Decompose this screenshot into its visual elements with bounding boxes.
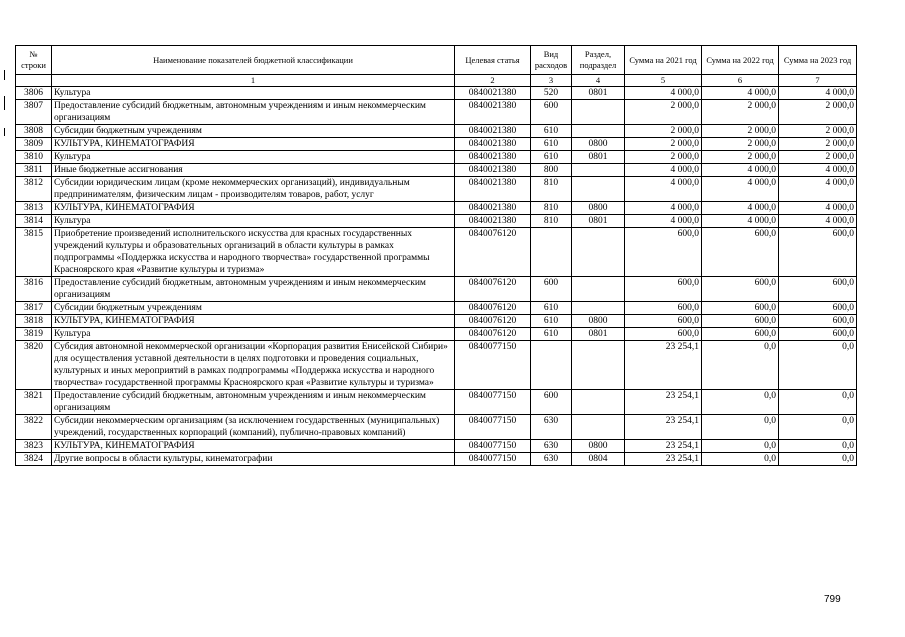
row-section (572, 177, 625, 202)
row-sum-2021: 4 000,0 (625, 87, 702, 100)
row-sum-2021: 23 254,1 (625, 341, 702, 390)
row-sum-2022: 0,0 (702, 440, 779, 453)
row-expense-type: 630 (531, 453, 572, 466)
row-sum-2022: 600,0 (702, 302, 779, 315)
row-target-article: 0840077150 (455, 415, 531, 440)
table-header-row (16, 46, 857, 75)
row-expense-type (531, 341, 572, 390)
row-expense-type: 600 (531, 390, 572, 415)
row-expense-type: 810 (531, 177, 572, 202)
row-sum-2023: 600,0 (779, 302, 857, 315)
row-sum-2022: 4 000,0 (702, 164, 779, 177)
column-number: 3 (531, 75, 572, 87)
table-row (16, 228, 857, 277)
row-sum-2022: 2 000,0 (702, 151, 779, 164)
row-target-article: 0840021380 (455, 87, 531, 100)
row-target-article: 0840076120 (455, 328, 531, 341)
row-expense-type: 630 (531, 415, 572, 440)
table-row (16, 164, 857, 177)
row-name: КУЛЬТУРА, КИНЕМАТОГРАФИЯ (52, 138, 455, 151)
row-expense-type: 600 (531, 100, 572, 125)
table-row (16, 328, 857, 341)
row-sum-2022: 0,0 (702, 341, 779, 390)
table-row (16, 277, 857, 302)
row-target-article: 0840076120 (455, 228, 531, 277)
table-row (16, 177, 857, 202)
margin-mark (4, 128, 5, 136)
margin-mark (4, 70, 5, 80)
row-sum-2023: 4 000,0 (779, 87, 857, 100)
row-expense-type: 610 (531, 151, 572, 164)
row-target-article: 0840021380 (455, 151, 531, 164)
row-sum-2021: 23 254,1 (625, 390, 702, 415)
row-sum-2023: 600,0 (779, 328, 857, 341)
row-sum-2022: 4 000,0 (702, 202, 779, 215)
row-name: КУЛЬТУРА, КИНЕМАТОГРАФИЯ (52, 202, 455, 215)
table-row (16, 315, 857, 328)
row-name: Иные бюджетные ассигнования (52, 164, 455, 177)
row-section: 0801 (572, 215, 625, 228)
row-target-article: 0840021380 (455, 164, 531, 177)
row-number: 3813 (16, 202, 52, 215)
row-sum-2021: 600,0 (625, 315, 702, 328)
header-row-no: № строки (16, 46, 52, 75)
row-expense-type: 520 (531, 87, 572, 100)
row-section (572, 302, 625, 315)
column-number: 6 (702, 75, 779, 87)
row-sum-2023: 0,0 (779, 390, 857, 415)
row-sum-2023: 0,0 (779, 415, 857, 440)
header-target: Целевая статья (455, 46, 531, 75)
table-row (16, 302, 857, 315)
row-number: 3809 (16, 138, 52, 151)
page-number: 799 (824, 594, 841, 605)
row-sum-2021: 2 000,0 (625, 125, 702, 138)
row-section (572, 390, 625, 415)
row-sum-2021: 600,0 (625, 228, 702, 277)
row-number: 3810 (16, 151, 52, 164)
header-section: Раздел, подраздел (572, 46, 625, 75)
row-name: Культура (52, 87, 455, 100)
row-name: Субсидии некоммерческим организациям (за исключением государственных (муниципальных) учреждений, государственных корпораций (компаний), публично-правовых компаний) (52, 415, 455, 440)
row-sum-2021: 23 254,1 (625, 415, 702, 440)
row-sum-2023: 2 000,0 (779, 100, 857, 125)
row-target-article: 0840077150 (455, 453, 531, 466)
row-expense-type (531, 228, 572, 277)
row-sum-2023: 0,0 (779, 341, 857, 390)
row-sum-2023: 2 000,0 (779, 151, 857, 164)
row-sum-2021: 23 254,1 (625, 453, 702, 466)
budget-table (15, 45, 857, 466)
row-sum-2022: 0,0 (702, 453, 779, 466)
table-row (16, 453, 857, 466)
row-sum-2022: 0,0 (702, 415, 779, 440)
row-name: Субсидии бюджетным учреждениям (52, 125, 455, 138)
table-row (16, 125, 857, 138)
row-sum-2021: 4 000,0 (625, 177, 702, 202)
row-expense-type: 810 (531, 215, 572, 228)
row-target-article: 0840021380 (455, 215, 531, 228)
row-sum-2023: 2 000,0 (779, 125, 857, 138)
row-expense-type: 630 (531, 440, 572, 453)
row-sum-2021: 2 000,0 (625, 138, 702, 151)
row-expense-type: 600 (531, 277, 572, 302)
header-expense-type: Вид расходов (531, 46, 572, 75)
table-row (16, 341, 857, 390)
row-expense-type: 610 (531, 328, 572, 341)
row-number: 3807 (16, 100, 52, 125)
header-sum-2023: Сумма на 2023 год (779, 46, 857, 75)
row-sum-2021: 600,0 (625, 328, 702, 341)
row-sum-2023: 0,0 (779, 440, 857, 453)
row-section: 0801 (572, 151, 625, 164)
header-sum-2022: Сумма на 2022 год (702, 46, 779, 75)
row-section (572, 277, 625, 302)
row-sum-2021: 23 254,1 (625, 440, 702, 453)
row-number: 3808 (16, 125, 52, 138)
row-target-article: 0840077150 (455, 440, 531, 453)
row-sum-2021: 4 000,0 (625, 164, 702, 177)
row-sum-2023: 600,0 (779, 277, 857, 302)
row-sum-2022: 600,0 (702, 277, 779, 302)
row-section: 0801 (572, 87, 625, 100)
row-number: 3815 (16, 228, 52, 277)
row-number: 3821 (16, 390, 52, 415)
row-target-article: 0840077150 (455, 341, 531, 390)
row-sum-2022: 600,0 (702, 315, 779, 328)
row-sum-2023: 600,0 (779, 228, 857, 277)
row-section: 0801 (572, 328, 625, 341)
column-number-row (16, 75, 857, 87)
row-sum-2021: 600,0 (625, 302, 702, 315)
row-expense-type: 800 (531, 164, 572, 177)
row-sum-2021: 600,0 (625, 277, 702, 302)
row-number: 3816 (16, 277, 52, 302)
table-row (16, 415, 857, 440)
row-target-article: 0840021380 (455, 202, 531, 215)
row-section: 0800 (572, 315, 625, 328)
row-sum-2021: 2 000,0 (625, 100, 702, 125)
row-target-article: 0840021380 (455, 177, 531, 202)
row-name: КУЛЬТУРА, КИНЕМАТОГРАФИЯ (52, 315, 455, 328)
row-target-article: 0840076120 (455, 277, 531, 302)
row-number: 3824 (16, 453, 52, 466)
row-section (572, 125, 625, 138)
column-number: 2 (455, 75, 531, 87)
table-row (16, 87, 857, 100)
table-row (16, 390, 857, 415)
row-sum-2022: 2 000,0 (702, 138, 779, 151)
row-section: 0800 (572, 202, 625, 215)
row-expense-type: 810 (531, 202, 572, 215)
row-name: Культура (52, 151, 455, 164)
row-target-article: 0840076120 (455, 302, 531, 315)
row-sum-2021: 4 000,0 (625, 202, 702, 215)
row-number: 3806 (16, 87, 52, 100)
column-number: 4 (572, 75, 625, 87)
row-target-article: 0840021380 (455, 100, 531, 125)
row-expense-type: 610 (531, 125, 572, 138)
row-number: 3817 (16, 302, 52, 315)
row-section (572, 341, 625, 390)
row-sum-2022: 4 000,0 (702, 87, 779, 100)
row-name: Субсидии юридическим лицам (кроме некоммерческих организаций), индивидуальным предпринимателям, физическим лицам - производителям товаров, работ, услуг (52, 177, 455, 202)
row-name: Предоставление субсидий бюджетным, автономным учреждениям и иным некоммерческим организациям (52, 100, 455, 125)
row-section: 0804 (572, 453, 625, 466)
header-sum-2021: Сумма на 2021 год (625, 46, 702, 75)
row-name: Культура (52, 328, 455, 341)
row-sum-2022: 4 000,0 (702, 215, 779, 228)
column-number: 1 (52, 75, 455, 87)
table-row (16, 100, 857, 125)
row-number: 3818 (16, 315, 52, 328)
row-expense-type: 610 (531, 302, 572, 315)
table-row (16, 151, 857, 164)
row-sum-2022: 600,0 (702, 228, 779, 277)
table-row (16, 138, 857, 151)
column-number (16, 75, 52, 87)
row-target-article: 0840077150 (455, 390, 531, 415)
row-section (572, 164, 625, 177)
row-sum-2023: 4 000,0 (779, 215, 857, 228)
row-number: 3819 (16, 328, 52, 341)
row-name: КУЛЬТУРА, КИНЕМАТОГРАФИЯ (52, 440, 455, 453)
row-name: Предоставление субсидий бюджетным, автономным учреждениям и иным некоммерческим организациям (52, 390, 455, 415)
row-number: 3811 (16, 164, 52, 177)
row-target-article: 0840021380 (455, 125, 531, 138)
row-section (572, 100, 625, 125)
row-sum-2022: 2 000,0 (702, 100, 779, 125)
row-name: Другие вопросы в области культуры, кинематографии (52, 453, 455, 466)
column-number: 5 (625, 75, 702, 87)
row-number: 3822 (16, 415, 52, 440)
row-name: Культура (52, 215, 455, 228)
margin-mark (4, 96, 5, 110)
row-sum-2023: 600,0 (779, 315, 857, 328)
header-name: Наименование показателей бюджетной классификации (52, 46, 455, 75)
row-sum-2022: 600,0 (702, 328, 779, 341)
row-expense-type: 610 (531, 315, 572, 328)
row-section (572, 415, 625, 440)
row-name: Приобретение произведений исполнительского искусства для красных государственных учреждений культуры и образовательных организаций в области культуры в рамках подпрограммы «Поддержка искусства и народного творчества» государственной программы Красноярского края «Развитие культуры и туризма» (52, 228, 455, 277)
row-sum-2022: 2 000,0 (702, 125, 779, 138)
row-section: 0800 (572, 138, 625, 151)
row-target-article: 0840076120 (455, 315, 531, 328)
row-expense-type: 610 (531, 138, 572, 151)
row-name: Предоставление субсидий бюджетным, автономным учреждениям и иным некоммерческим организациям (52, 277, 455, 302)
table-row (16, 440, 857, 453)
row-section: 0800 (572, 440, 625, 453)
column-number: 7 (779, 75, 857, 87)
row-name: Субсидия автономной некоммерческой организации «Корпорация развития Енисейской Сибири» для осуществления уставной деятельности в целях подготовки и проведения социальных, культурных и иных мероприятий в рамках подпрограммы «Поддержка искусства и народного творчества» государственной программы Красноярского края «Развитие культуры и туризма» (52, 341, 455, 390)
row-sum-2023: 4 000,0 (779, 177, 857, 202)
row-number: 3823 (16, 440, 52, 453)
row-sum-2023: 4 000,0 (779, 164, 857, 177)
row-name: Субсидии бюджетным учреждениям (52, 302, 455, 315)
row-sum-2021: 4 000,0 (625, 215, 702, 228)
table-row (16, 215, 857, 228)
row-section (572, 228, 625, 277)
row-sum-2021: 2 000,0 (625, 151, 702, 164)
row-sum-2022: 0,0 (702, 390, 779, 415)
row-number: 3814 (16, 215, 52, 228)
row-sum-2023: 4 000,0 (779, 202, 857, 215)
row-sum-2023: 2 000,0 (779, 138, 857, 151)
row-target-article: 0840021380 (455, 138, 531, 151)
row-number: 3820 (16, 341, 52, 390)
row-sum-2022: 4 000,0 (702, 177, 779, 202)
row-sum-2023: 0,0 (779, 453, 857, 466)
row-number: 3812 (16, 177, 52, 202)
table-row (16, 202, 857, 215)
